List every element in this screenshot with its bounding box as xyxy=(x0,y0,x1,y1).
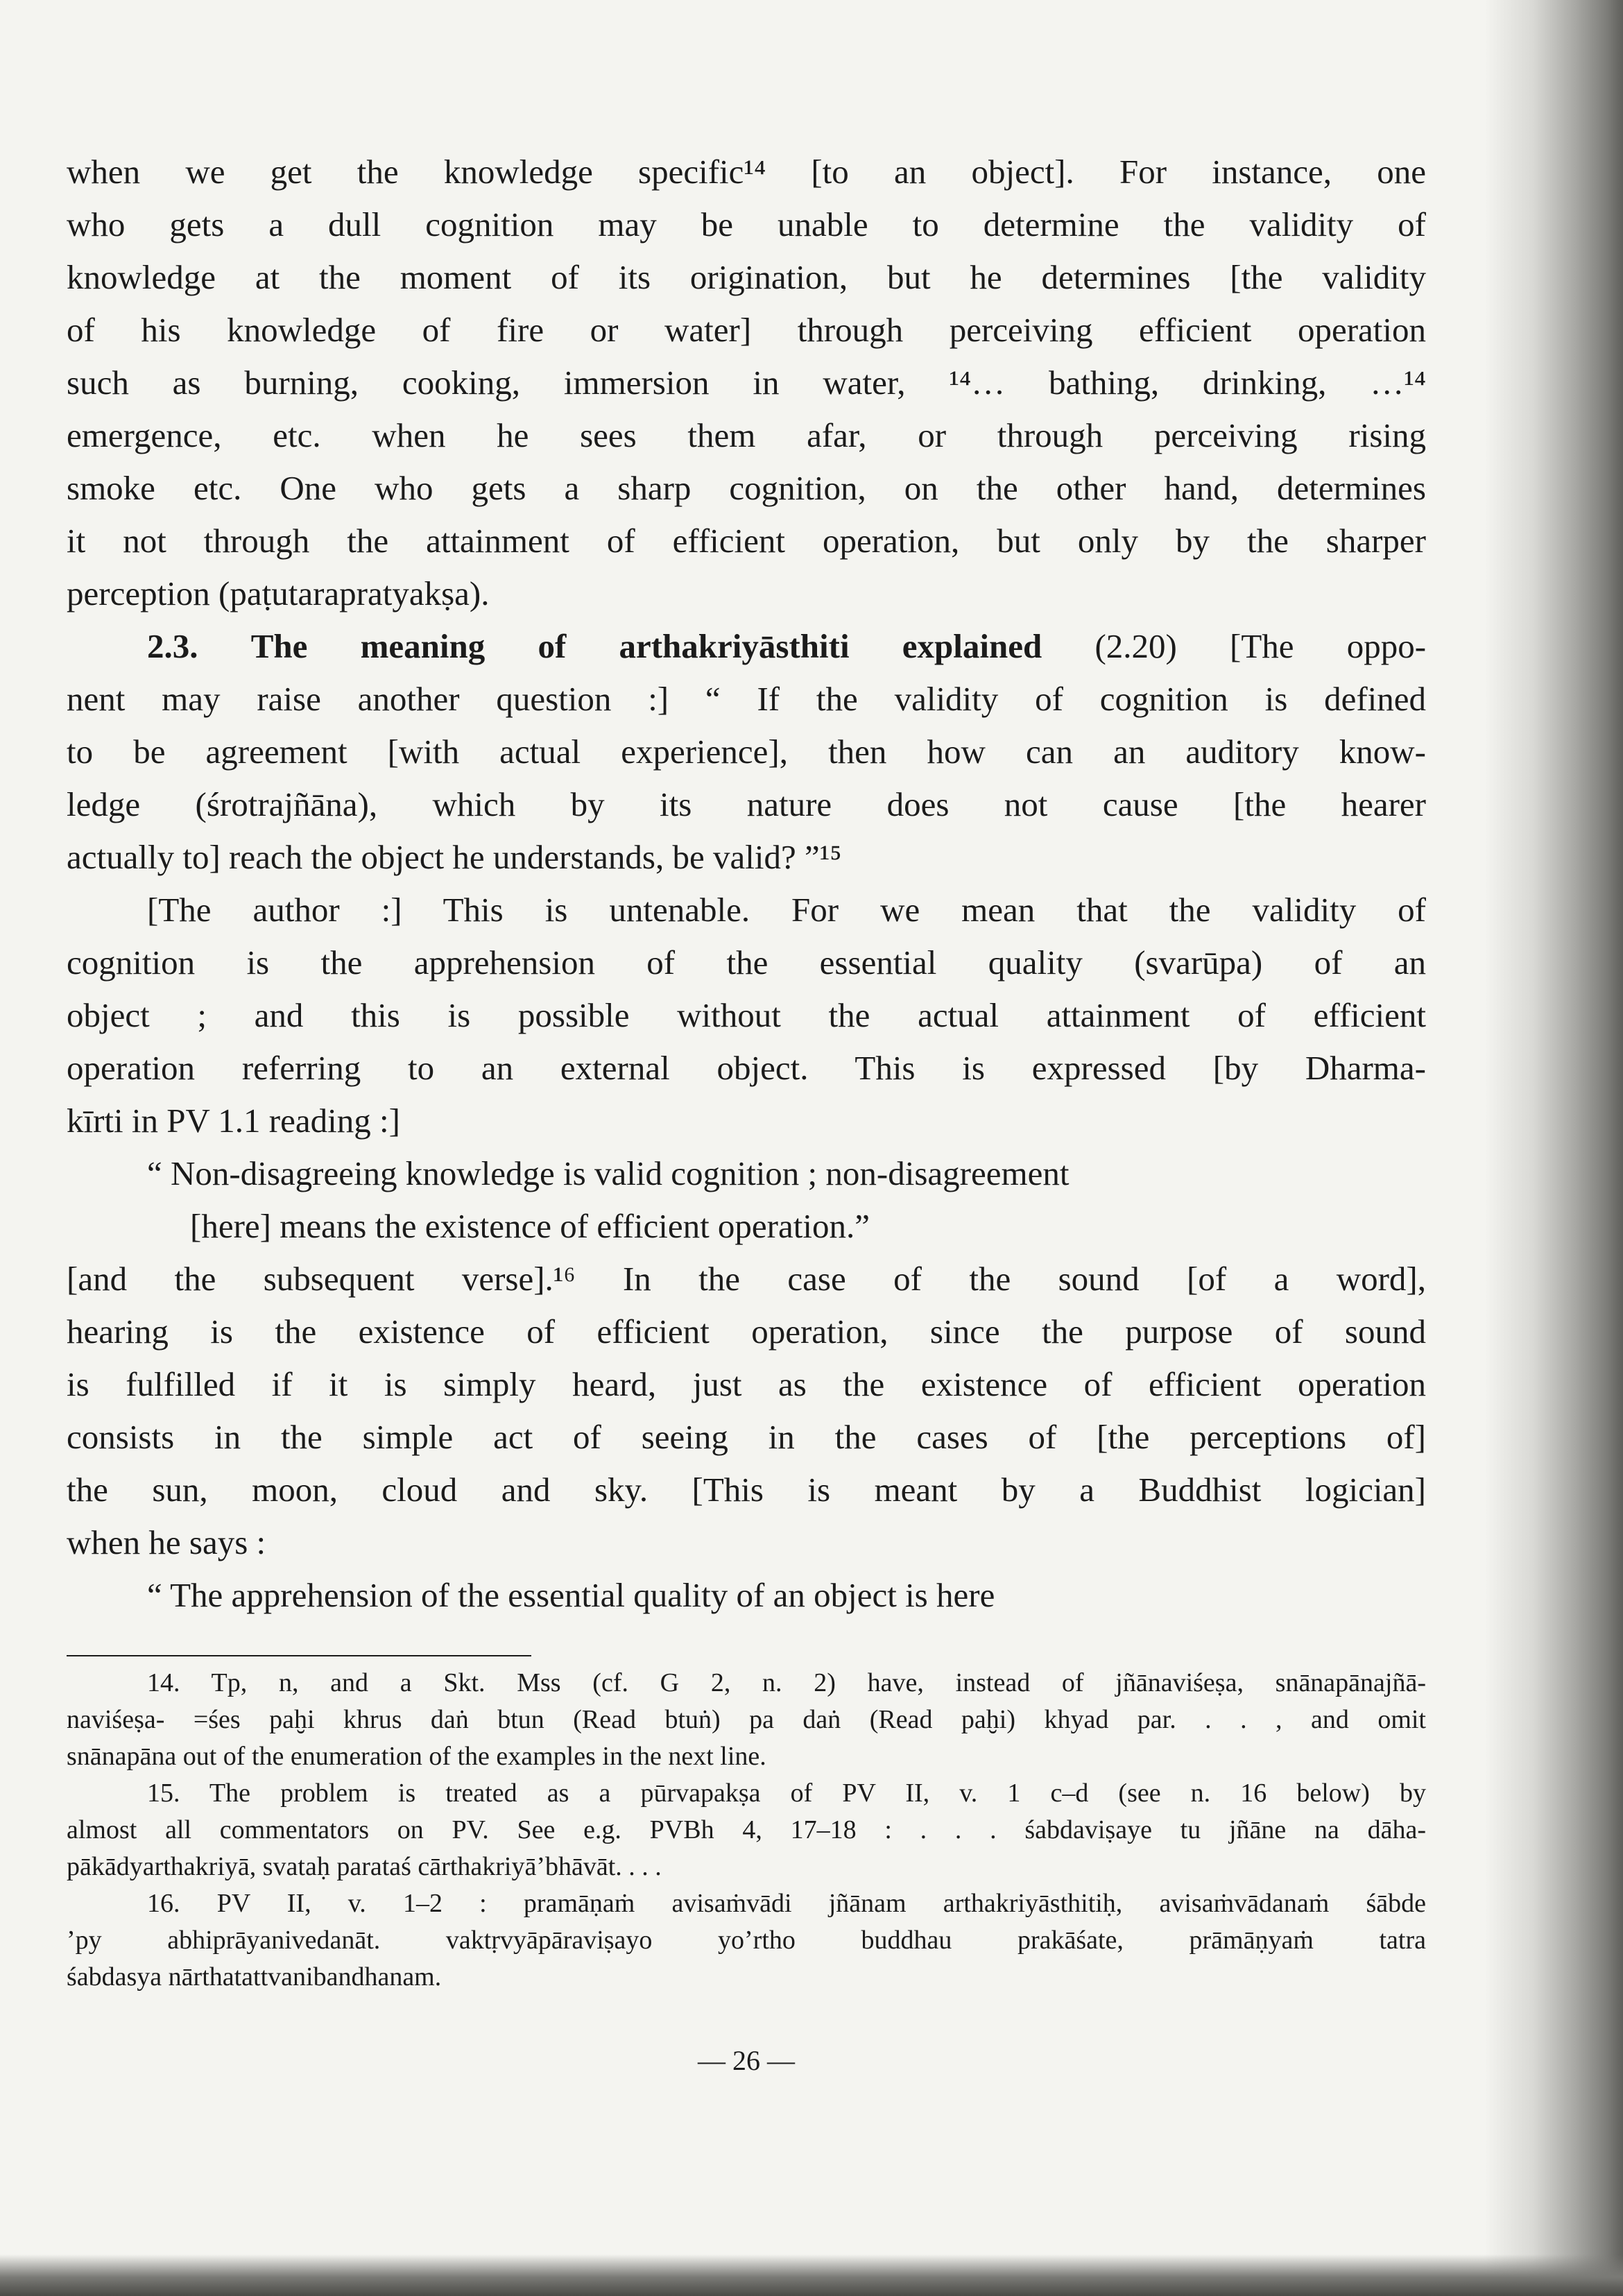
footnote-line: śabdasya nārthatattvanibandhanam. xyxy=(67,1962,442,1991)
body-line: perception (paṭutarapratyakṣa). xyxy=(67,574,490,612)
footnotes xyxy=(67,1665,1426,1996)
body-line: the sun, moon, cloud and sky. [This is meant by a Buddhist logician] xyxy=(67,1471,1426,1509)
body-line: object ; and this is possible without the actual attainment of efficient xyxy=(67,996,1426,1034)
section-2-3 xyxy=(67,620,1426,884)
body-line: is fulfilled if it is simply heard, just as the existence of efficient operation xyxy=(67,1365,1426,1403)
body-line: nent may raise another question :] “ If the validity of cognition is defined xyxy=(67,680,1426,718)
section-number: 2.3. xyxy=(147,627,198,665)
quote-line: [here] means the existence of efficient operation.” xyxy=(190,1207,870,1245)
body-line: smoke etc. One who gets a sharp cognition, on the other hand, determines xyxy=(67,469,1426,507)
after-quote-paragraph xyxy=(67,1253,1426,1569)
footnote-rule xyxy=(67,1655,531,1656)
footnote-line: 14. Tp, n, and a Skt. Mss (cf. G 2, n. 2) have, instead of jñānaviśeṣa, snānapānajñā- xyxy=(147,1668,1426,1697)
footnote-14 xyxy=(67,1665,1426,1775)
body-line: it not through the attainment of efficient operation, but only by the sharper xyxy=(67,522,1426,560)
section-heading-line xyxy=(67,620,1426,673)
body-line: operation referring to an external object. This is expressed [by Dharma- xyxy=(67,1049,1426,1087)
body-line: knowledge at the moment of its origination, but he determines [the validity xyxy=(67,258,1426,296)
footnote-line: snānapāna out of the enumeration of the examples in the next line. xyxy=(67,1742,766,1771)
verse-quote-1 xyxy=(67,1147,1426,1253)
quote-line: “ The apprehension of the essential quality of an object is here xyxy=(147,1576,995,1614)
paragraph-continuation xyxy=(67,146,1426,620)
footnote-line: 16. PV II, v. 1–2 : pramāṇaṁ avisaṁvādi jñānam arthakriyāsthitiḥ, avisaṁvādanaṁ śābde xyxy=(147,1889,1426,1918)
body-line: when he says : xyxy=(67,1523,266,1561)
binding-shadow xyxy=(1484,0,1623,2296)
body-line: such as burning, cooking, immersion in water, ¹⁴… bathing, drinking, …¹⁴ xyxy=(67,363,1426,402)
footnote-15 xyxy=(67,1775,1426,1885)
footnote-line: naviśeṣa- =śes paḫi khrus daṅ btun (Read btuṅ) pa daṅ (Read paḫi) khyad par. . . , and omit xyxy=(67,1705,1426,1734)
body-line: consists in the simple act of seeing in the cases of [the perceptions of] xyxy=(67,1418,1426,1456)
section-heading: The meaning of arthakriyāsthiti explained xyxy=(250,627,1042,665)
body-line: ledge (śrotrajñāna), which by its nature does not cause [the hearer xyxy=(67,785,1426,823)
body-line: [The author :] This is untenable. For we mean that the validity of xyxy=(147,891,1426,929)
footnote-16 xyxy=(67,1885,1426,1996)
body-line: hearing is the existence of efficient operation, since the purpose of sound xyxy=(67,1312,1426,1351)
body-line: [and the subsequent verse].¹⁶ In the case of the sound [of a word], xyxy=(67,1260,1426,1298)
section-heading-rest: (2.20) [The oppo- xyxy=(1094,627,1427,665)
body-line: to be agreement [with actual experience], then how can an auditory know- xyxy=(67,733,1426,771)
footnote-line: almost all commentators on PV. See e.g. PVBh 4, 17–18 : . . . śabdaviṣaye tu jñāne na dāha- xyxy=(67,1815,1426,1844)
body-line: actually to] reach the object he understands, be valid? ”¹⁵ xyxy=(67,838,842,876)
author-paragraph xyxy=(67,884,1426,1147)
footnote-line: pākādyarthakriyā, svataḥ parataś cārthakriyā’bhāvāt. . . . xyxy=(67,1852,662,1881)
body-line: who gets a dull cognition may be unable to determine the validity of xyxy=(67,205,1426,243)
body-line: when we get the knowledge specific¹⁴ [to an object]. For instance, one xyxy=(67,153,1426,191)
body-line: emergence, etc. when he sees them afar, or through perceiving rising xyxy=(67,416,1426,454)
quote-line: “ Non-disagreeing knowledge is valid cognition ; non-disagreement xyxy=(147,1154,1070,1192)
footnote-line: 15. The problem is treated as a pūrvapakṣa of PV II, v. 1 c–d (see n. 16 below) by xyxy=(147,1779,1426,1808)
verse-quote-2 xyxy=(67,1569,1426,1622)
body-line: cognition is the apprehension of the essential quality (svarūpa) of an xyxy=(67,943,1426,982)
page-number: — 26 — xyxy=(698,2045,795,2076)
body-line: kīrti in PV 1.1 reading :] xyxy=(67,1102,400,1140)
footnote-line: ’py abhiprāyanivedanāt. vaktṛvyāpāraviṣayo yo’rtho buddhau prakāśate, prāmāṇyaṁ tatra xyxy=(67,1926,1426,1955)
body-line: of his knowledge of fire or water] through perceiving efficient operation xyxy=(67,311,1426,349)
page-content xyxy=(67,146,1426,2077)
bottom-edge-shadow xyxy=(0,2254,1623,2296)
